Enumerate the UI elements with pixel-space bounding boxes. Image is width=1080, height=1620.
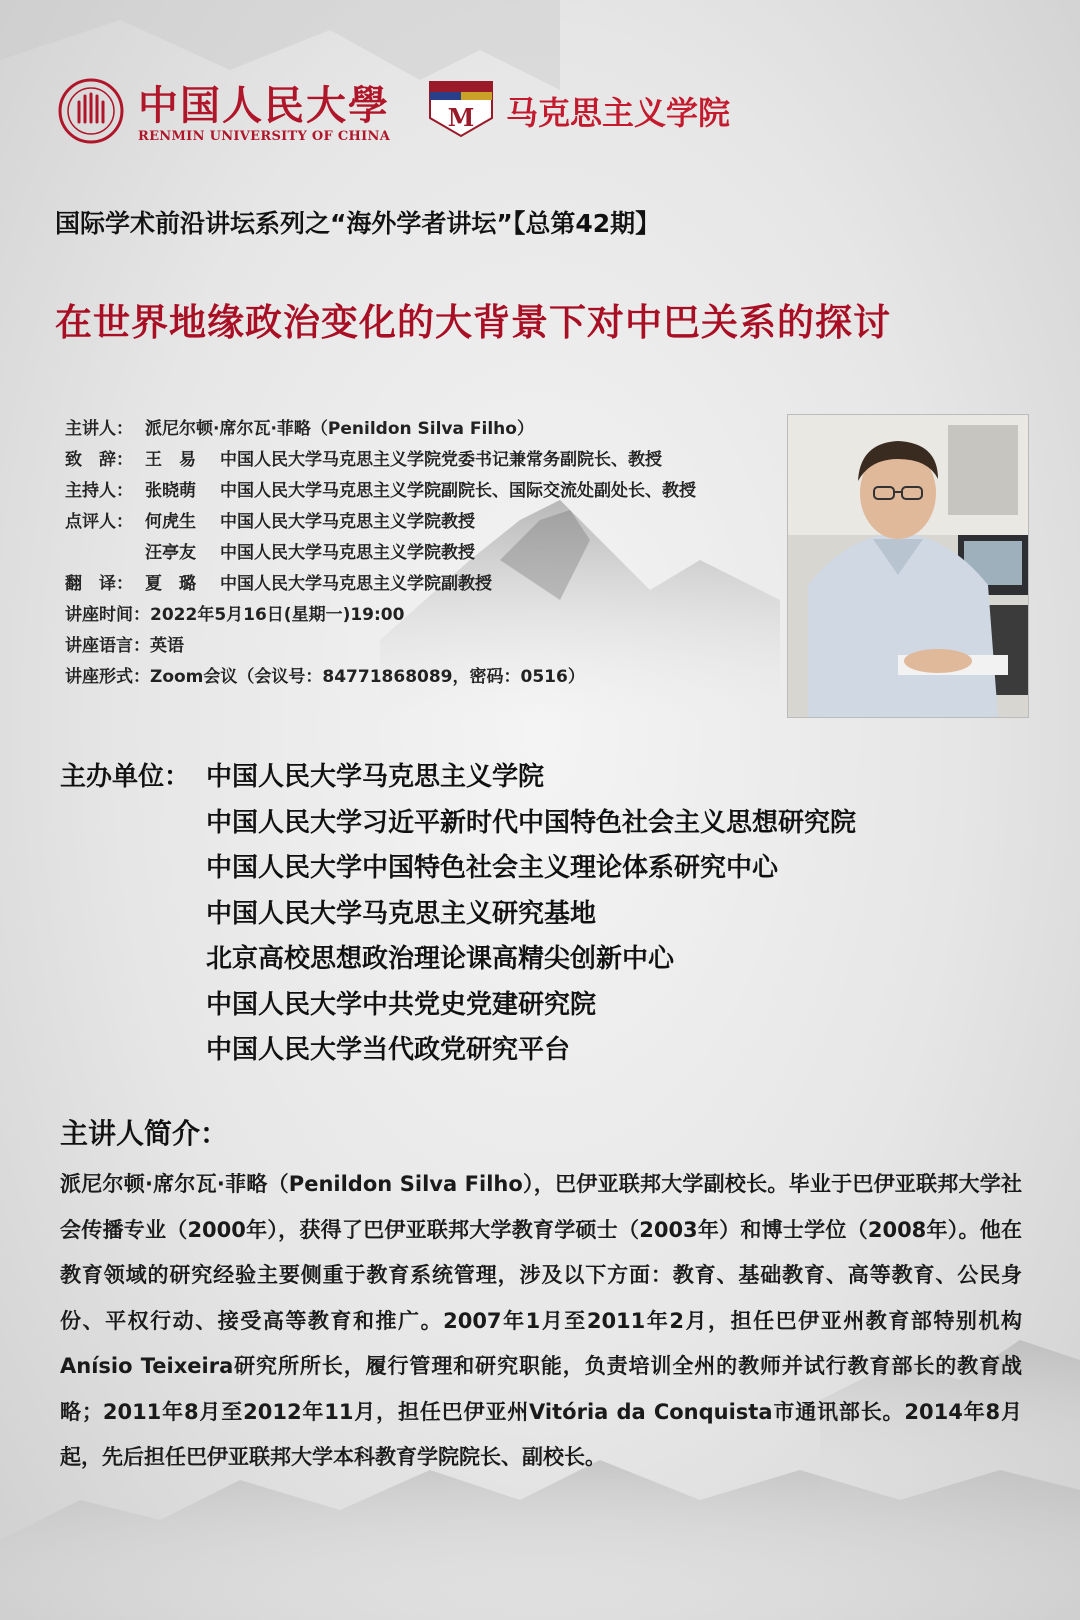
host-label: 主持人：	[65, 481, 133, 501]
language-label: 讲座语言：	[65, 636, 150, 656]
host-row	[65, 476, 696, 507]
speaker-label: 主讲人：	[65, 419, 133, 439]
organizer-item: 中国人民大学马克思主义学院	[206, 762, 545, 792]
university-name-cn: 中国人民大學	[138, 82, 390, 129]
translator-title: 中国人民大学马克思主义学院副教授	[220, 574, 492, 594]
translator-name: 夏 璐	[145, 574, 196, 594]
organizers-label: 主办单位：	[60, 762, 191, 792]
format-label: 讲座形式：	[65, 667, 150, 687]
organizer-item: 北京高校思想政治理论课高精尖创新中心	[206, 944, 675, 974]
school-logo-letter: M	[447, 103, 475, 132]
organizer-item: 中国人民大学中共党史党建研究院	[206, 989, 597, 1020]
speaker-row	[65, 414, 696, 445]
host-title: 中国人民大学马克思主义学院副院长、国际交流处副处长、教授	[220, 481, 696, 501]
speaker-name: 派尼尔顿·席尔瓦·菲略（Penildon Silva Filho）	[145, 419, 534, 439]
organizer-item: 中国人民大学马克思主义研究基地	[206, 898, 597, 929]
address-label: 致 辞：	[65, 450, 133, 470]
series-title: 国际学术前沿讲坛系列之“海外学者讲坛”【总第42期】	[55, 209, 661, 238]
commentator1-name: 何虎生	[145, 512, 196, 532]
school-name: 马克思主义学院	[506, 94, 731, 132]
host-name: 张晓萌	[145, 481, 196, 501]
commentator1-title: 中国人民大学马克思主义学院教授	[220, 512, 475, 532]
language-value: 英语	[150, 636, 184, 656]
school-logo-icon	[426, 78, 496, 140]
bio-heading: 主讲人简介：	[60, 1117, 229, 1150]
university-name-en: RENMIN UNIVERSITY OF CHINA	[138, 129, 391, 144]
commentator-row-1	[65, 507, 696, 538]
bio-text: 派尼尔顿·席尔瓦·菲略（Penildon Silva Filho），巴伊亚联邦大学副校长。毕业于巴伊亚联邦大学社会传播专业（2000年），获得了巴伊亚联邦大学教育学硕士（2003年）和博士学位（2008年）。他在教育领域的研究经验主要侧重于教育系统管理，涉及以下方面：教育、基础教育、高等教育、公民身份、平权行动、接受高等教育和推广。2007年1月至2011年2月，担任巴伊亚州教育部特别机构Anísio Teixeira研究所所长，履行管理和研究职能，负责培训全州的教师并试行教育部长的教育战略；2011年8月至2012年11月，担任巴伊亚州Vitória da Conquista市通讯部长。2014年8月起，先后担任巴伊亚联邦大学本科教育学院院长、副校长。	[60, 1172, 1022, 1469]
organizer-item: 中国人民大学习近平新时代中国特色社会主义思想研究院	[206, 807, 857, 838]
commentator-label: 点评人：	[65, 512, 133, 532]
commentator-row-2	[65, 538, 696, 569]
organizer-item: 中国人民大学中国特色社会主义理论体系研究中心	[206, 853, 779, 883]
speaker-photo	[787, 414, 1029, 718]
time-row	[65, 600, 696, 631]
language-row	[65, 631, 696, 662]
commentator2-title: 中国人民大学马克思主义学院教授	[220, 543, 475, 563]
organizer-item: 中国人民大学当代政党研究平台	[206, 1035, 571, 1065]
header	[58, 74, 758, 154]
time-value: 2022年5月16日(星期一)19:00	[150, 605, 405, 625]
university-seal-icon	[58, 78, 124, 144]
address-row	[65, 445, 696, 476]
lecture-info	[65, 414, 696, 693]
translator-label: 翻 译：	[65, 574, 133, 594]
address-title: 中国人民大学马克思主义学院党委书记兼常务副院长、教授	[220, 450, 662, 470]
format-value: Zoom会议（会议号：84771868089，密码：0516）	[150, 667, 585, 687]
time-label: 讲座时间：	[65, 605, 150, 625]
format-row	[65, 662, 696, 693]
translator-row	[65, 569, 696, 600]
address-name: 王 易	[145, 450, 196, 470]
commentator2-name: 汪亭友	[145, 543, 196, 563]
lecture-title: 在世界地缘政治变化的大背景下对中巴关系的探讨	[55, 301, 891, 344]
